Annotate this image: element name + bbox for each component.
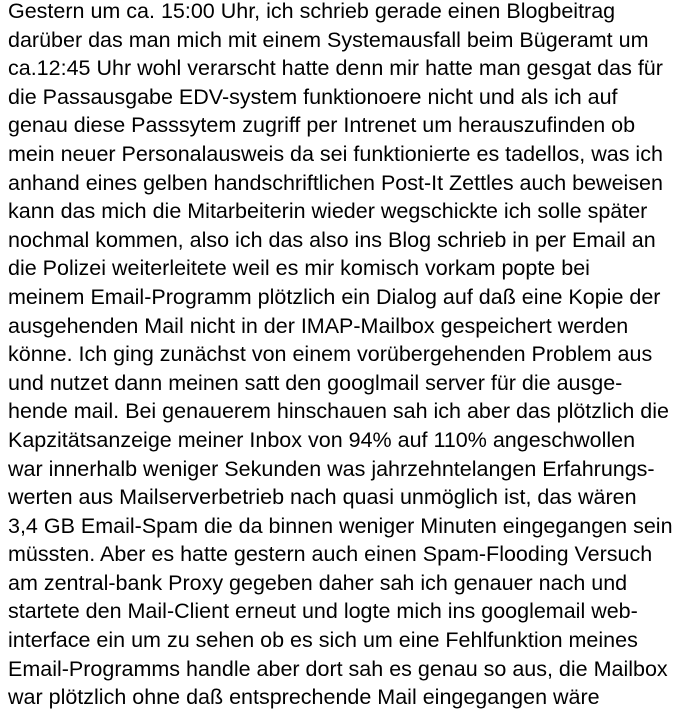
text-line: Gestern um ca. 15:00 Uhr, ich schrieb gerade einen Blogbeitrag: [8, 0, 616, 23]
text-line: Kapzitätsanzeige meiner Inbox von 94% auf 110% angeschwollen: [8, 427, 636, 452]
text-line: war innerhalb weniger Sekunden was jahrzehntelangen Erfahrungs-: [8, 456, 655, 481]
text-line: Email-Programms handle aber dort sah es genau so aus, die Mailbox: [8, 656, 668, 681]
text-line: müssten. Aber es hatte gestern auch einen Spam-Flooding Versuch: [8, 542, 653, 567]
text-line: darüber das man mich mit einem Systemausfall beim Bügeramt um: [8, 27, 649, 52]
text-line: und nutzet dann meinen satt den googlmail server für die ausge-: [8, 370, 623, 395]
text-line: genau diese Passsytem zugriff per Intrenet um herauszufinden ob: [8, 113, 636, 138]
text-line: war plötzlich ohne daß entsprechende Mail eingegangen wäre: [8, 685, 600, 710]
text-line: startete den Mail-Client erneut und logte mich ins googlemail web-: [8, 599, 638, 624]
text-line: die Passausgabe EDV-system funktionoere nicht und als ich auf: [8, 84, 618, 109]
text-line: 3,4 GB Email-Spam die da binnen weniger Minuten eingegangen sein: [8, 513, 673, 538]
text-line: ca.12:45 Uhr wohl verarscht hatte denn mir hatte man gesgat das für: [8, 56, 663, 81]
text-line: interface ein um zu sehen ob es sich um eine Fehlfunktion meines: [8, 628, 638, 653]
text-line: ausgehenden Mail nicht in der IMAP-Mailbox gespeichert werden: [8, 313, 629, 338]
text-line: nochmal kommen, also ich das also ins Blog schrieb in per Email an: [8, 227, 656, 252]
document-page: [8, 0, 680, 718]
text-line: kann das mich die Mitarbeiterin wieder wegschickte ich solle später: [8, 199, 648, 224]
text-line: werten aus Mailserverbetrieb nach quasi unmöglich ist, das wären: [8, 485, 637, 510]
text-line: meinem Email-Programm plötzlich ein Dialog auf daß eine Kopie der: [8, 284, 661, 309]
text-line: mein neuer Personalausweis da sei funktionierte es tadellos, was ich: [8, 141, 663, 166]
text-line: am zentral-bank Proxy gegeben daher sah ich genauer nach und: [8, 570, 628, 595]
text-line: könne. Ich ging zunächst von einem vorübergehenden Problem aus: [8, 342, 653, 367]
text-line: anhand eines gelben handschriftlichen Post-It Zettles auch beweisen: [8, 170, 663, 195]
text-line: die Polizei weiterleitete weil es mir komisch vorkam popte bei: [8, 256, 590, 281]
text-line: hende mail. Bei genauerem hinschauen sah ich aber das plötzlich die: [8, 399, 669, 424]
